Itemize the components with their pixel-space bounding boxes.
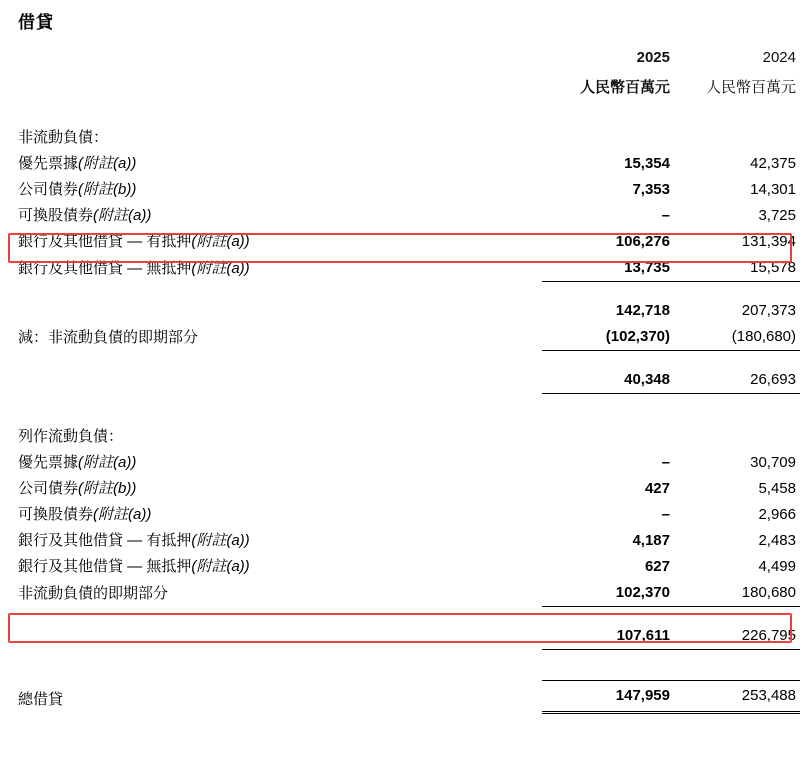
row-label [16, 580, 542, 607]
row-label-text: 銀行及其他借貸 — 無抵押 [18, 558, 192, 575]
borrowings-table [16, 43, 800, 714]
table-row [16, 528, 800, 554]
row-value-current: 106,276 [615, 233, 670, 250]
row-value-prior: 2,966 [758, 506, 796, 523]
row-label-text: 公司債券 [18, 181, 79, 198]
row-value-prior: 5,458 [758, 480, 796, 497]
section-heading-non-current [16, 125, 800, 151]
row-value-prior: 15,578 [750, 259, 796, 276]
row-label [16, 203, 542, 229]
spacer [16, 650, 800, 659]
row-value-prior: 3,725 [758, 207, 796, 224]
total-value-prior: 26,693 [750, 371, 796, 388]
grand-total-label: 總借貸 [18, 690, 64, 708]
row-label-text: 非流動負債的即期部分 [18, 584, 169, 602]
row-label [16, 151, 542, 177]
row-label [16, 554, 542, 580]
row-note: (附註(b)) [78, 181, 137, 198]
row-label-text: 優先票據 [18, 454, 79, 471]
row-note: (附註(a)) [93, 207, 152, 224]
row-value-current: 627 [644, 558, 670, 575]
table-header-units [16, 73, 800, 103]
header-year-prior: 2024 [762, 49, 796, 66]
spacer [16, 359, 800, 367]
row-value-current: 4,187 [632, 532, 670, 549]
header-unit-current: 人民幣百萬元 [579, 79, 670, 96]
spacer [16, 615, 800, 623]
row-label-text: 可換股債券 [18, 506, 94, 523]
header-label-blank [16, 43, 542, 73]
table-row-highlighted-current-portion [16, 580, 800, 607]
row-value-current: 15,354 [624, 155, 670, 172]
total-value-current: 40,348 [624, 371, 670, 388]
row-value-current: 13,735 [624, 259, 670, 276]
header-unit-blank [16, 73, 542, 103]
spacer [16, 103, 800, 125]
row-note: (附註(a)) [191, 532, 250, 549]
row-note: (附註(a)) [78, 454, 137, 471]
row-value-current: 7,353 [632, 181, 670, 198]
row-value-prior: 131,394 [741, 233, 796, 250]
table-row [16, 502, 800, 528]
header-unit-prior: 人民幣百萬元 [705, 79, 796, 96]
row-value-prior: 2,483 [758, 532, 796, 549]
deduction-label: 減：非流動負債的即期部分 [18, 328, 199, 346]
table-row [16, 476, 800, 502]
total-non-current [16, 367, 800, 394]
deduction-value-prior: (180,680) [731, 328, 796, 345]
row-note: (附註(a)) [191, 259, 250, 277]
spacer [16, 402, 800, 424]
page-title: 借貸 [18, 13, 54, 32]
total-label [16, 367, 542, 394]
subtotal-value-current: 107,611 [616, 627, 670, 644]
row-value-prior: 4,499 [758, 558, 796, 575]
subtotal-value-prior: 226,795 [741, 627, 796, 644]
grand-total-value-current: 147,959 [542, 681, 674, 713]
deduction-value-current: (102,370) [605, 328, 670, 345]
row-note: (附註(a)) [191, 558, 250, 575]
row-value-prior: 14,301 [750, 181, 796, 198]
subtotal-label [16, 623, 542, 650]
row-note: (附註(b)) [78, 480, 137, 497]
row-label-text: 銀行及其他借貸 — 有抵押 [18, 532, 192, 549]
row-label [16, 255, 542, 282]
table-row [16, 450, 800, 476]
spacer [16, 394, 800, 403]
header-year-current: 2025 [636, 49, 670, 66]
subtotal-label [16, 298, 542, 324]
row-note: (附註(a)) [191, 233, 250, 250]
row-label-text: 銀行及其他借貸 — 有抵押 [18, 233, 192, 250]
deduction-current-portion [16, 324, 800, 351]
row-value-prior: 30,709 [750, 454, 796, 471]
row-label [16, 450, 542, 476]
spacer [16, 282, 800, 291]
row-label [16, 476, 542, 502]
row-value-prior: 42,375 [750, 155, 796, 172]
row-value-current: – [661, 506, 670, 523]
spacer [16, 290, 800, 298]
table-row-highlighted-secured [16, 229, 800, 255]
row-label [16, 177, 542, 203]
section-heading-current [16, 424, 800, 450]
section-heading-label: 非流動負債： [18, 129, 109, 146]
grand-total-value-prior: 253,488 [674, 681, 800, 713]
row-label [16, 528, 542, 554]
spacer [16, 351, 800, 360]
subtotal-non-current [16, 298, 800, 324]
row-value-current: – [661, 207, 670, 224]
row-note: (附註(a)) [93, 506, 152, 523]
row-label-text: 可換股債券 [18, 207, 94, 224]
row-label [16, 502, 542, 528]
table-row [16, 255, 800, 282]
table-row [16, 151, 800, 177]
spacer [16, 607, 800, 616]
table-header-years [16, 43, 800, 73]
row-label-text: 公司債券 [18, 480, 79, 497]
subtotal-current [16, 623, 800, 650]
table-row [16, 203, 800, 229]
row-value-prior: 180,680 [741, 584, 796, 601]
subtotal-value-prior: 207,373 [741, 302, 796, 319]
row-label-text: 銀行及其他借貸 — 無抵押 [18, 259, 192, 277]
section-heading-label: 列作流動負債： [18, 428, 124, 445]
table-row [16, 177, 800, 203]
row-value-current: 102,370 [615, 584, 670, 601]
subtotal-value-current: 142,718 [615, 302, 670, 319]
row-note: (附註(a)) [78, 155, 137, 172]
row-value-current: – [661, 454, 670, 471]
grand-total-row [16, 681, 800, 713]
row-value-current: 427 [644, 480, 670, 497]
table-row [16, 554, 800, 580]
row-label [16, 229, 542, 255]
spacer [16, 658, 800, 681]
row-label-text: 優先票據 [18, 155, 79, 172]
